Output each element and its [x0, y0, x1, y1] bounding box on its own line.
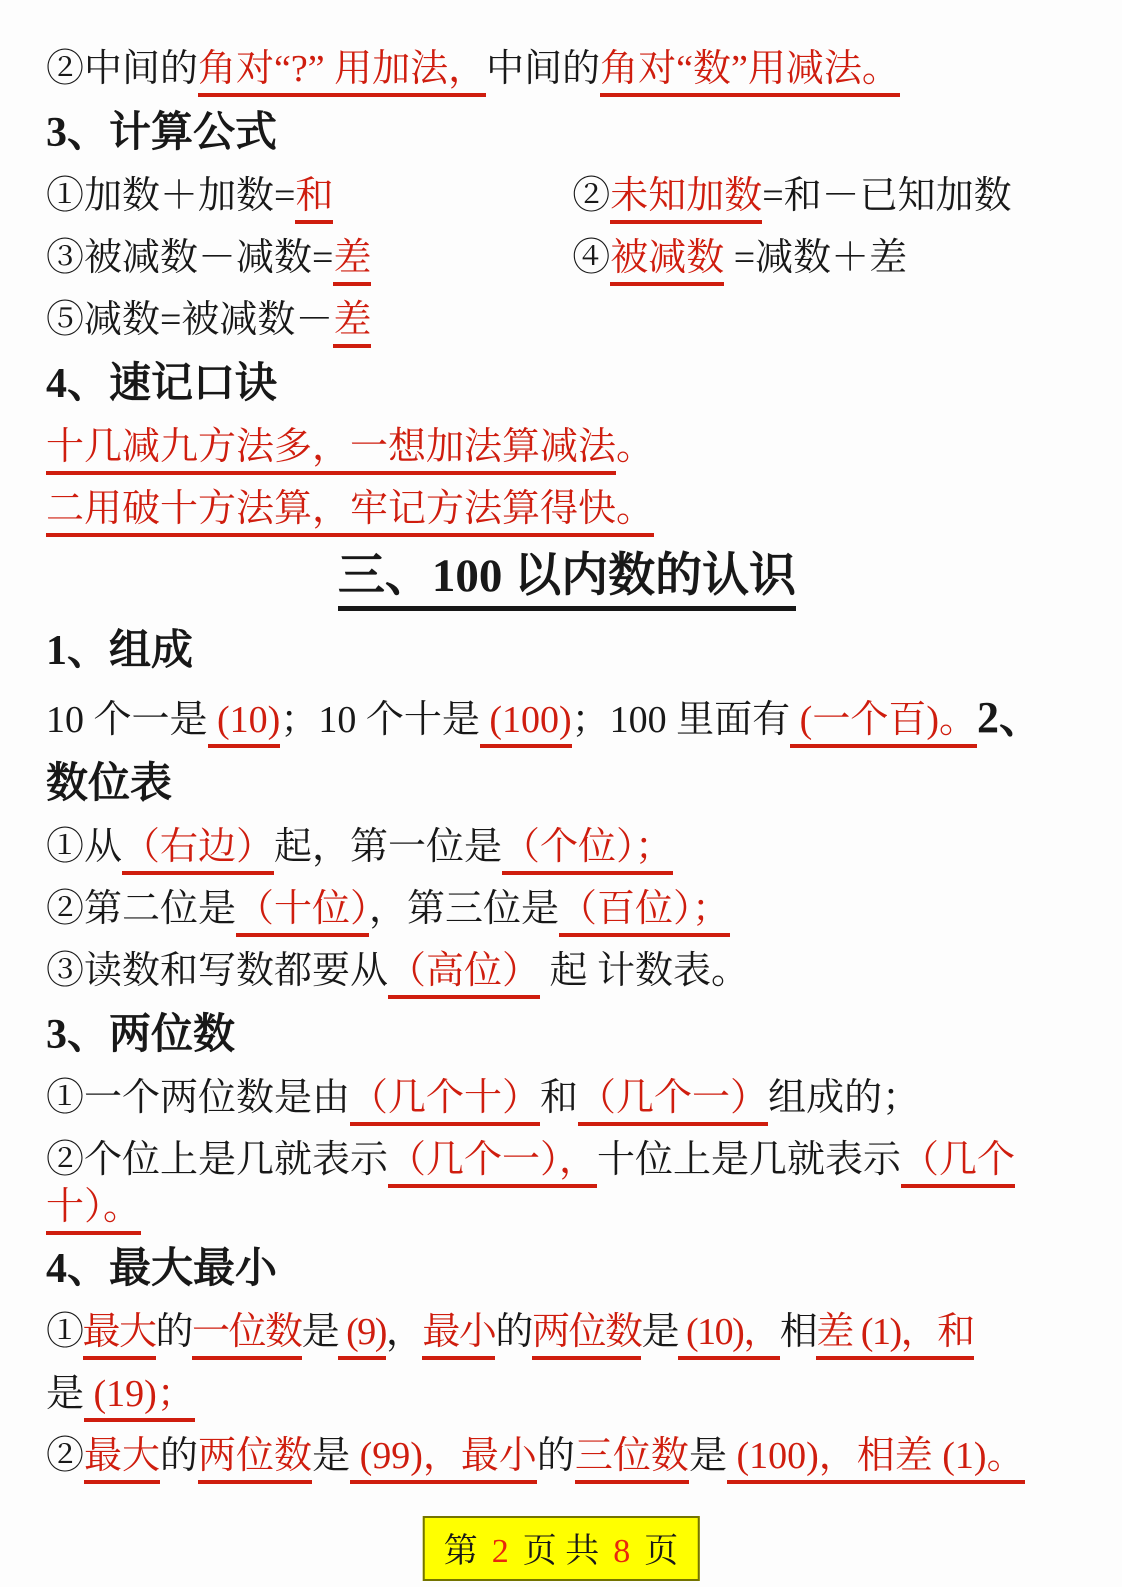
answer-text: 一位数 [192, 1311, 302, 1360]
answer-text: (10) [208, 699, 281, 748]
text-segment: 10 个一是 [46, 699, 208, 742]
answer-text: (100) [480, 699, 572, 748]
text-segment: ；100 里面有 [571, 699, 791, 742]
text-segment: ④ [572, 237, 611, 280]
text-segment: ⑤减数=被减数－ [46, 299, 334, 342]
answer-text: 二用破十方法算，牢记方法算得快。 [46, 488, 654, 537]
text-segment: 3、计算公式 [46, 110, 278, 156]
total-pages-number: 8 [613, 1533, 631, 1570]
text-segment: 是 [688, 1435, 727, 1478]
text-segment: 十位上是几就表示 [597, 1139, 902, 1182]
text-segment: ；10 个十是 [280, 699, 480, 742]
chapter-title [46, 548, 1088, 605]
answer-text: （几个一）， [388, 1139, 597, 1188]
section-heading-place-value [46, 759, 1088, 810]
text-segment: 起，第一位是 [274, 825, 503, 868]
answer-text: （高位） [388, 950, 540, 999]
answer-text: 三位数 [575, 1435, 689, 1484]
text-segment: 的 [495, 1311, 532, 1354]
text-segment: 和 [540, 1077, 579, 1120]
text-segment: 1、组成 [46, 627, 194, 674]
answer-text: 角对“?” 用加法， [198, 48, 486, 97]
answer-text: （百位）； [559, 888, 730, 937]
text-segment: ②个位上是几就表示 [46, 1139, 389, 1182]
place-value-line-2 [46, 886, 1088, 934]
answer-text: 十几减九方法多，一想加法算减法 [46, 426, 616, 475]
section-heading-composition [46, 626, 1088, 677]
answer-text: 被减数 [610, 237, 724, 286]
formula-left-column [46, 235, 572, 283]
text-segment: 三、100 以内数的认识 [338, 550, 796, 611]
answer-text: （右边） [122, 826, 274, 875]
text-segment: 中间的 [486, 48, 601, 90]
composition-line [46, 691, 1088, 745]
mnemonic-line-1 [46, 424, 1088, 472]
answer-text: 和 [295, 175, 333, 224]
text-segment: 是 [312, 1435, 351, 1478]
max-min-line-2 [46, 1433, 1088, 1481]
section-heading-max-min [46, 1244, 1088, 1295]
footer-middle: 页 共 [522, 1533, 600, 1570]
text-segment: ②第二位是 [46, 887, 237, 930]
text-segment: ， [385, 1311, 423, 1354]
text-segment: ①从 [46, 825, 123, 868]
section-heading-mnemonic [46, 359, 1088, 410]
answer-text: 最大 [83, 1311, 156, 1360]
text-segment: 是 [46, 1373, 85, 1416]
place-value-line-3 [46, 948, 1088, 996]
content [46, 46, 1088, 1481]
rule-angle-line [46, 46, 1088, 94]
text-segment: ，第三位是 [369, 887, 560, 930]
text-segment: 的 [160, 1435, 199, 1478]
text-segment: 数位表 [46, 760, 173, 807]
text-segment: =和－已知加数 [762, 175, 1012, 218]
answer-text: （十位） [236, 888, 369, 937]
answer-text: （几个一） [578, 1077, 768, 1126]
text-segment: ①加数＋加数= [46, 175, 296, 218]
text-segment: 3、两位数 [46, 1011, 236, 1058]
text-segment: =减数＋差 [724, 237, 908, 280]
max-min-line-1b [46, 1371, 1088, 1419]
footer-suffix: 页 [644, 1533, 679, 1570]
text-segment: 组成的； [768, 1077, 921, 1120]
max-min-line-1 [46, 1309, 1088, 1357]
answer-text: （几个十） [350, 1077, 540, 1126]
answer-text: 最大 [84, 1435, 160, 1484]
formula-row-2 [46, 235, 1088, 283]
answer-text: （个位）； [502, 826, 673, 875]
answer-text: (9) [338, 1311, 386, 1360]
text-segment: 2、 [976, 693, 1043, 743]
mnemonic-line-2 [46, 486, 1088, 534]
text-segment: ③读数和写数都要从 [46, 949, 389, 992]
section-heading-formulas [46, 108, 1088, 159]
formula-right-column [572, 235, 1088, 283]
two-digit-line-2 [46, 1137, 1088, 1230]
answer-text: 角对“数”用减法。 [600, 48, 900, 97]
answer-text: 未知加数 [610, 175, 762, 224]
answer-text: （几个十）。 [46, 1139, 1015, 1234]
section-heading-two-digit [46, 1010, 1088, 1061]
answer-text: 差 (1)，和 [816, 1311, 973, 1360]
answer-text: 差 [333, 299, 371, 348]
place-value-line-1 [46, 824, 1088, 872]
formula-row-1 [46, 173, 1088, 221]
answer-text: 。 [616, 426, 655, 469]
text-segment: 起 计数表。 [540, 949, 750, 992]
text-segment: 是 [301, 1311, 339, 1354]
two-digit-line-1 [46, 1075, 1088, 1123]
formula-row-3 [46, 297, 1088, 345]
formula-left-column [46, 173, 572, 221]
text-segment: 的 [155, 1311, 193, 1354]
text-segment: 4、最大最小 [46, 1245, 278, 1292]
text-segment: ② [572, 175, 611, 218]
text-segment: ①一个两位数是由 [46, 1077, 351, 1120]
text-segment: ③被减数－减数= [46, 237, 334, 280]
answer-text: (99)， [350, 1435, 461, 1484]
text-segment: 相 [779, 1311, 817, 1354]
answer-text: 两位数 [532, 1311, 642, 1360]
formula-right-column [572, 173, 1088, 221]
text-segment: ② [46, 1435, 85, 1478]
answer-text: 最小 [422, 1311, 495, 1360]
footer-prefix: 第 [443, 1533, 478, 1570]
answer-text: 最小 [461, 1435, 537, 1484]
text-segment: 4、速记口诀 [46, 361, 278, 408]
current-page-number: 2 [491, 1533, 509, 1570]
text-segment: 的 [536, 1435, 575, 1478]
page-footer [423, 1516, 700, 1581]
answer-text: 差 [333, 237, 371, 286]
answer-text: 两位数 [198, 1435, 312, 1484]
answer-text: (10)， [678, 1311, 780, 1360]
text-segment: ②中间的 [46, 48, 199, 90]
answer-text: (100)，相差 (1)。 [727, 1435, 1025, 1484]
answer-text: (19)； [84, 1373, 195, 1422]
answer-text: (一个百)。 [790, 699, 977, 748]
text-segment: 是 [641, 1311, 678, 1354]
text-segment: ① [46, 1311, 83, 1354]
